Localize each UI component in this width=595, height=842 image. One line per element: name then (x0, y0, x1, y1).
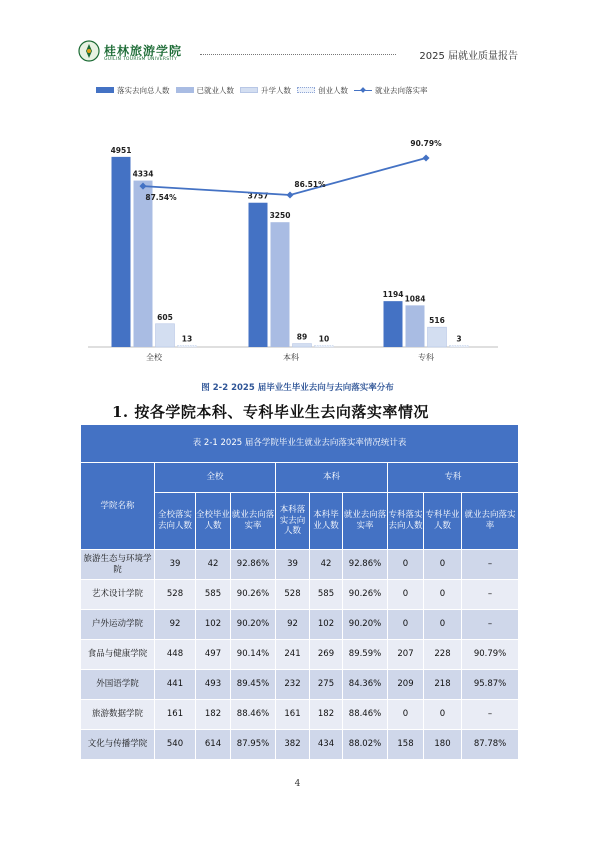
bar-value-label: 4334 (132, 169, 154, 179)
rate-label: 90.79% (410, 139, 442, 148)
table-row (81, 550, 519, 580)
table-cell: 90.26% (231, 580, 276, 610)
bar (293, 344, 312, 347)
legend-label: 已就业人数 (196, 85, 234, 95)
rate-label: 86.51% (294, 180, 326, 189)
table-cell: 497 (196, 640, 231, 670)
table-cell: 161 (276, 700, 310, 730)
legend-label: 落实去向总人数 (117, 85, 170, 95)
table-cell: 0 (424, 580, 462, 610)
bar-value-label: 4951 (110, 145, 132, 155)
school-name: 桂林旅游学院 (104, 44, 183, 58)
college-name-cell: 文化与传播学院 (81, 730, 155, 760)
table-row (81, 700, 519, 730)
legend-swatch (176, 87, 194, 93)
table-cell: 92 (276, 610, 310, 640)
col-header: 专科落实去向人数 (388, 493, 424, 550)
bar (428, 327, 447, 347)
college-name-header: 学院名称 (81, 463, 155, 550)
bar (156, 324, 175, 347)
table-cell: 89.45% (231, 670, 276, 700)
legend-swatch (297, 87, 315, 93)
table-cell: 0 (424, 700, 462, 730)
bar-value-label: 3250 (269, 211, 291, 221)
table-cell: 585 (196, 580, 231, 610)
bar-value-label: 605 (157, 312, 173, 322)
bar-value-label: 10 (318, 334, 330, 344)
table-cell: 87.95% (231, 730, 276, 760)
bar-value-label: 1194 (382, 290, 404, 300)
table-cell: 0 (424, 550, 462, 580)
page-header (78, 40, 518, 70)
table-cell: 102 (196, 610, 231, 640)
col-header: 就业去向落实率 (231, 493, 276, 550)
table-cell: 39 (155, 550, 196, 580)
table-title: 表 2-1 2025 届各学院毕业生就业去向落实率情况统计表 (81, 425, 519, 463)
table-cell: – (462, 550, 519, 580)
table-cell: 0 (388, 700, 424, 730)
table-cell: 0 (424, 610, 462, 640)
legend-item-further-study (240, 84, 291, 96)
table-cell: 585 (310, 580, 343, 610)
table-cell: 382 (276, 730, 310, 760)
table-cell: 42 (196, 550, 231, 580)
college-name-cell: 艺术设计学院 (81, 580, 155, 610)
bar (384, 301, 403, 347)
bar (178, 346, 197, 348)
table-cell: 102 (310, 610, 343, 640)
rate-point (422, 154, 429, 161)
rate-point (286, 191, 293, 198)
bar-value-label: 13 (181, 334, 193, 344)
bar (112, 157, 131, 347)
bar-value-label: 89 (296, 332, 308, 342)
bar (134, 181, 153, 347)
col-header: 全校毕业人数 (196, 493, 231, 550)
group-header-undergrad: 本科 (276, 463, 388, 493)
college-name-cell: 旅游数据学院 (81, 700, 155, 730)
table-cell: 90.14% (231, 640, 276, 670)
table-cell: 207 (388, 640, 424, 670)
col-header: 本科毕业人数 (310, 493, 343, 550)
table-cell: 90.26% (343, 580, 388, 610)
bar (450, 346, 469, 348)
table-cell: 182 (310, 700, 343, 730)
table-cell: 161 (155, 700, 196, 730)
x-tick-label: 本科 (283, 353, 299, 362)
legend-swatch (96, 87, 114, 93)
school-name-en: GUILIN TOURISM UNIVERSITY (104, 57, 178, 62)
table-cell: 493 (196, 670, 231, 700)
table-cell: 0 (388, 550, 424, 580)
table-cell: 182 (196, 700, 231, 730)
col-header: 本科落实去向人数 (276, 493, 310, 550)
table-row (81, 610, 519, 640)
table-cell: – (462, 610, 519, 640)
group-header-vocational: 专科 (388, 463, 519, 493)
table-cell: 218 (424, 670, 462, 700)
table-cell: 528 (276, 580, 310, 610)
table-cell: 88.46% (231, 700, 276, 730)
page-number: 4 (294, 779, 301, 789)
table-cell: 441 (155, 670, 196, 700)
col-header: 全校落实去向人数 (155, 493, 196, 550)
college-name-cell: 旅游生态与环境学院 (81, 550, 155, 580)
table-cell: 434 (310, 730, 343, 760)
table-cell: 269 (310, 640, 343, 670)
table-row (81, 670, 519, 700)
report-title: 2025 届就业质量报告 (419, 51, 518, 62)
table-cell: 39 (276, 550, 310, 580)
school-logo-icon (78, 40, 100, 62)
bar-line-chart (88, 100, 498, 370)
col-header: 专科毕业人数 (424, 493, 462, 550)
col-header: 就业去向落实率 (343, 493, 388, 550)
table-cell: 0 (388, 610, 424, 640)
table-cell: 614 (196, 730, 231, 760)
table-cell: 275 (310, 670, 343, 700)
table-cell: 90.79% (462, 640, 519, 670)
bar-value-label: 1084 (404, 294, 426, 304)
table-cell: 92.86% (231, 550, 276, 580)
table-cell: 158 (388, 730, 424, 760)
college-name-cell: 食品与健康学院 (81, 640, 155, 670)
legend-item-total (96, 84, 170, 96)
table-cell: 84.36% (343, 670, 388, 700)
table-cell: 0 (388, 580, 424, 610)
rate-label: 87.54% (145, 193, 177, 203)
table-cell: 232 (276, 670, 310, 700)
legend-swatch (240, 87, 258, 93)
legend-label: 升学人数 (261, 85, 291, 95)
table-cell: 90.20% (343, 610, 388, 640)
table-cell: 92.86% (343, 550, 388, 580)
table-cell: 180 (424, 730, 462, 760)
rate-line (143, 158, 426, 195)
legend-label: 创业人数 (318, 85, 348, 95)
table-row (81, 640, 519, 670)
bar (271, 222, 290, 347)
chart-legend (96, 84, 428, 96)
legend-item-rate (354, 84, 428, 96)
bar-value-label: 3 (456, 334, 462, 344)
table-row (81, 580, 519, 610)
legend-item-employed (176, 84, 235, 96)
college-rate-table (80, 424, 519, 760)
table-cell: – (462, 700, 519, 730)
table-cell: 88.02% (343, 730, 388, 760)
college-name-cell: 户外运动学院 (81, 610, 155, 640)
college-name-cell: 外国语学院 (81, 670, 155, 700)
legend-label: 就业去向落实率 (375, 85, 428, 95)
table-cell: 540 (155, 730, 196, 760)
table-cell: 241 (276, 640, 310, 670)
bar (406, 305, 425, 347)
table-cell: 87.78% (462, 730, 519, 760)
table-cell: 92 (155, 610, 196, 640)
bar (249, 203, 268, 347)
x-tick-label: 全校 (146, 353, 162, 362)
table-cell: 95.87% (462, 670, 519, 700)
bar (315, 346, 334, 348)
legend-line-swatch (354, 87, 372, 93)
table-cell: 89.59% (343, 640, 388, 670)
table-cell: 209 (388, 670, 424, 700)
header-divider (200, 54, 396, 55)
x-tick-label: 专科 (418, 353, 434, 362)
table-cell: 228 (424, 640, 462, 670)
table-cell: 42 (310, 550, 343, 580)
table-cell: 90.20% (231, 610, 276, 640)
col-header: 就业去向落实率 (462, 493, 519, 550)
legend-item-startup (297, 84, 348, 96)
table-body (81, 550, 519, 760)
table-cell: 528 (155, 580, 196, 610)
bar-value-label: 516 (429, 316, 445, 326)
table-row (81, 730, 519, 760)
table-cell: 88.46% (343, 700, 388, 730)
figure-caption: 图 2-2 2025 届毕业生毕业去向与去向落实率分布 (201, 383, 394, 393)
bar-value-label: 3757 (247, 191, 269, 201)
table-cell: – (462, 580, 519, 610)
table-cell: 448 (155, 640, 196, 670)
group-header-all: 全校 (155, 463, 276, 493)
section-heading: 1. 按各学院本科、专科毕业生去向落实率情况 (112, 403, 429, 421)
